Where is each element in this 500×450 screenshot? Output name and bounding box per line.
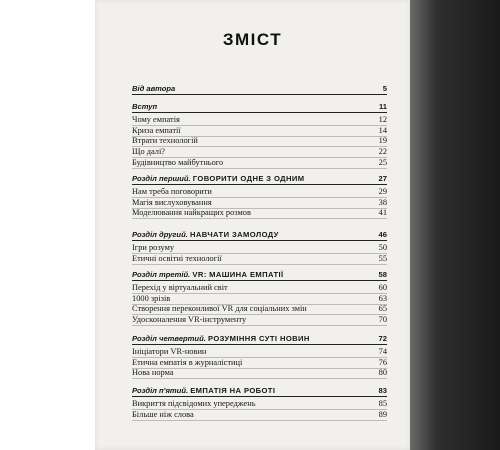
toc-page-number: 55 xyxy=(378,253,387,263)
toc-page-number: 29 xyxy=(378,187,387,196)
toc-page-number: 11 xyxy=(378,102,387,111)
toc-page-number: 27 xyxy=(378,174,387,183)
toc-entry-label: Ініціатори VR-новин xyxy=(132,347,207,356)
toc-entry-label: Чому емпатія xyxy=(132,115,180,124)
toc-page-number: 70 xyxy=(378,315,387,325)
background-left xyxy=(0,0,95,450)
toc-page-number: 22 xyxy=(378,147,387,157)
toc-section-row[interactable] xyxy=(132,332,387,344)
toc-entry-label: Будівництво майбутнього xyxy=(132,157,224,167)
toc-section-row[interactable] xyxy=(132,268,387,280)
toc-page-number: 58 xyxy=(378,270,387,279)
toc-section-prefix: Розділ третій. xyxy=(132,270,191,279)
toc-section-title: НАВЧАТИ ЗАМОЛОДУ xyxy=(189,230,279,239)
toc-section-label xyxy=(132,270,287,280)
toc-page-number: 5 xyxy=(382,84,387,93)
toc-entry-label: Нам треба поговорити xyxy=(132,187,212,196)
page-title: ЗМІСТ xyxy=(222,30,283,49)
toc-section-label xyxy=(132,230,282,240)
toc-entry-label: Криза емпатії xyxy=(132,125,181,135)
toc-entry-label: Нова норма xyxy=(132,368,174,378)
toc-entry-row[interactable] xyxy=(132,408,387,421)
toc-section-title: РОЗУМІННЯ СУТІ НОВИН xyxy=(207,334,310,343)
toc-entry-label: Перехід у віртуальний світ xyxy=(132,283,228,292)
toc-section-prefix: Вступ xyxy=(132,102,158,111)
toc-page-number: 80 xyxy=(378,368,387,378)
book-edge-shadow xyxy=(410,0,500,450)
toc-page-number: 46 xyxy=(378,230,387,239)
toc-section-title: ЕМПАТІЯ НА РОБОТІ xyxy=(190,386,276,395)
toc-page-number: 60 xyxy=(378,283,387,292)
toc-page-number: 85 xyxy=(378,399,387,408)
toc-section-label xyxy=(132,174,307,184)
toc-page-number: 38 xyxy=(378,197,387,207)
toc-section-row[interactable] xyxy=(132,100,387,112)
toc-entry-row[interactable] xyxy=(132,156,387,169)
toc-section-label xyxy=(132,334,313,344)
toc-page-number: 72 xyxy=(378,334,387,343)
toc-section-row[interactable] xyxy=(132,228,387,240)
toc-entry-label: Етична емпатія в журналістиці xyxy=(132,357,243,367)
toc-page-number: 19 xyxy=(378,136,387,146)
toc-entry-row[interactable] xyxy=(132,252,387,265)
toc-entry-label: Що далі? xyxy=(132,147,166,157)
toc-entry-label: Магія вислуховування xyxy=(132,197,212,207)
toc-entry-label: Ігри розуму xyxy=(132,243,175,252)
toc-section-row[interactable] xyxy=(132,82,387,94)
toc-entry-row[interactable] xyxy=(132,206,387,219)
toc-entry-label: Удосконалення VR-інструменту xyxy=(132,315,247,325)
toc-entry-label: 1000 зрізів xyxy=(132,293,171,303)
toc-entry-label: Більше ніж слова xyxy=(132,409,194,419)
toc-page-number: 89 xyxy=(378,409,387,419)
toc-page-number: 65 xyxy=(378,304,387,314)
toc-section-prefix: Розділ четвертий. xyxy=(132,334,206,343)
toc-entry-label: Моделювання найкращих розмов xyxy=(132,208,251,218)
toc-page-number: 74 xyxy=(378,347,387,356)
toc-page-number: 83 xyxy=(378,386,387,395)
toc-section-prefix: Розділ перший. xyxy=(132,174,191,183)
toc-section-row[interactable] xyxy=(132,172,387,184)
toc-entry-row[interactable] xyxy=(132,366,387,379)
toc-page-number: 76 xyxy=(378,357,387,367)
toc-page-number: 50 xyxy=(378,243,387,252)
toc-section-prefix: Розділ п'ятий. xyxy=(132,386,189,395)
toc-page-number: 12 xyxy=(378,115,387,124)
toc-page-number: 14 xyxy=(378,125,387,135)
toc-entry-label: Втрати технологій xyxy=(132,136,198,146)
toc-section-label xyxy=(132,386,278,396)
toc-entry-label: Етичні освітні технології xyxy=(132,253,222,263)
toc-page-number: 25 xyxy=(378,157,387,167)
book-page xyxy=(95,0,410,450)
toc-page-number: 41 xyxy=(378,208,387,218)
toc-entry-row[interactable] xyxy=(132,313,387,326)
toc-section-label xyxy=(132,102,160,112)
toc-section-label xyxy=(132,84,178,94)
toc-section-title: ГОВОРИТИ ОДНЕ З ОДНИМ xyxy=(192,174,305,183)
toc-section-prefix: Розділ другий. xyxy=(132,230,188,239)
toc-section-title: VR: МАШИНА ЕМПАТІЇ xyxy=(192,270,284,279)
toc-entry-label: Викриття підсвідомих упереджень xyxy=(132,399,256,408)
toc-section-row[interactable] xyxy=(132,384,387,396)
toc-section-prefix: Від автора xyxy=(132,84,176,93)
toc-page-number: 63 xyxy=(378,293,387,303)
toc-entry-label: Створення переконливої VR для соціальних змін xyxy=(132,304,307,314)
